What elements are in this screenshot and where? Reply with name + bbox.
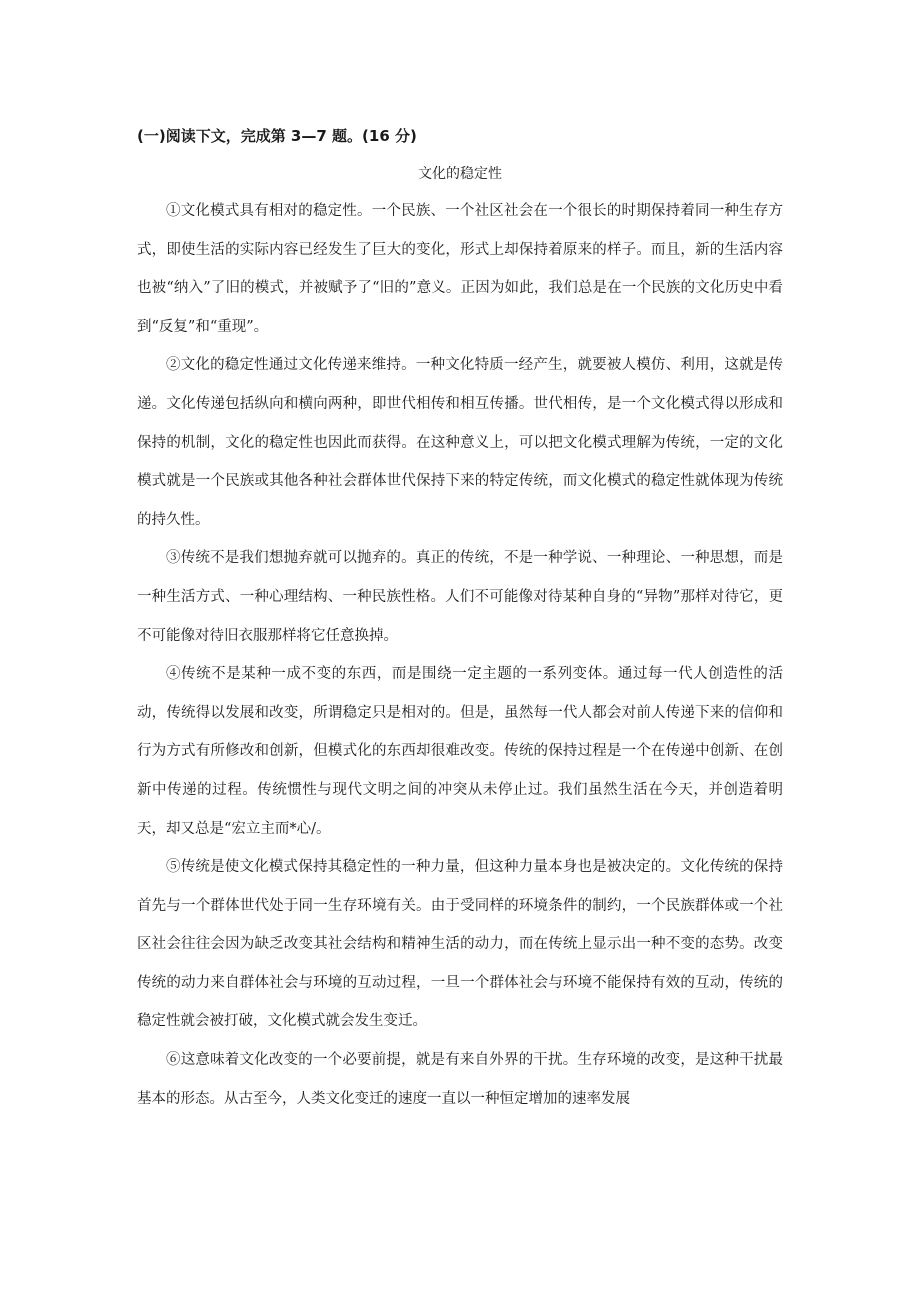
article-body [137,192,783,1118]
paragraph-5: ⑤传统是使文化模式保持其稳定性的一种力量，但这种力量本身也是被决定的。文化传统的保持首先与一个群体世代处于同一生存环境有关。由于受同样的环境条件的制约，一个民族群体或一个社区社会往往会因为缺乏改变其社会结构和精神生活的动力，而在传统上显示出一种不变的态势。改变传统的动力来自群体社会与环境的互动过程，一旦一个群体社会与环境不能保持有效的互动，传统的稳定性就会被打破，文化模式就会发生变迁。 [137,859,783,1030]
paragraph-1: ①文化模式具有相对的稳定性。一个民族、一个社区社会在一个很长的时期保持着同一种生存方式，即使生活的实际内容已经发生了巨大的变化，形式上却保持着原来的样子。而且，新的生活内容也被“纳入”了旧的模式，并被赋予了“旧的”意义。正因为如此，我们总是在一个民族的文化历史中看到“反复”和“重现”。 [137,203,783,335]
paragraph-3: ③传统不是我们想抛弃就可以抛弃的。真正的传统，不是一种学说、一种理论、一种思想，而是一种生活方式、一种心理结构、一种民族性格。人们不可能像对待某种自身的“异物”那样对待它，更不可能像对待旧衣服那样将它任意换掉。 [137,550,783,644]
paragraph-6: ⑥这意味着文化改变的一个必要前提，就是有来自外界的干扰。生存环境的改变，是这种干扰最基本的形态。从古至今，人类文化变迁的速度一直以一种恒定增加的速率发展 [137,1052,783,1107]
section-heading: (一)阅读下文，完成第 3—7 题。(16 分) [137,127,417,145]
paragraph-2: ②文化的稳定性通过文化传递来维持。一种文化特质一经产生，就要被人模仿、利用，这就是传递。文化传递包括纵向和横向两种，即世代相传和相互传播。世代相传，是一个文化模式得以形成和保持的机制，文化的稳定性也因此而获得。在这种意义上，可以把文化模式理解为传统，一定的文化模式就是一个民族或其他各种社会群体世代保持下来的特定传统，而文化模式的稳定性就体现为传统的持久性。 [137,357,783,528]
article-title: 文化的稳定性 [418,166,502,182]
paragraph-4: ④传统不是某种一成不变的东西，而是围绕一定主题的一系列变体。通过每一代人创造性的活动，传统得以发展和改变，所谓稳定只是相对的。但是，虽然每一代人都会对前人传递下来的信仰和行为方式有所修改和创新，但模式化的东西却很难改变。传统的保持过程是一个在传递中创新、在创新中传递的过程。传统惯性与现代文明之间的冲突从未停止过。我们虽然生活在今天，并创造着明天，却又总是“宏立主而*心/。 [137,666,783,837]
